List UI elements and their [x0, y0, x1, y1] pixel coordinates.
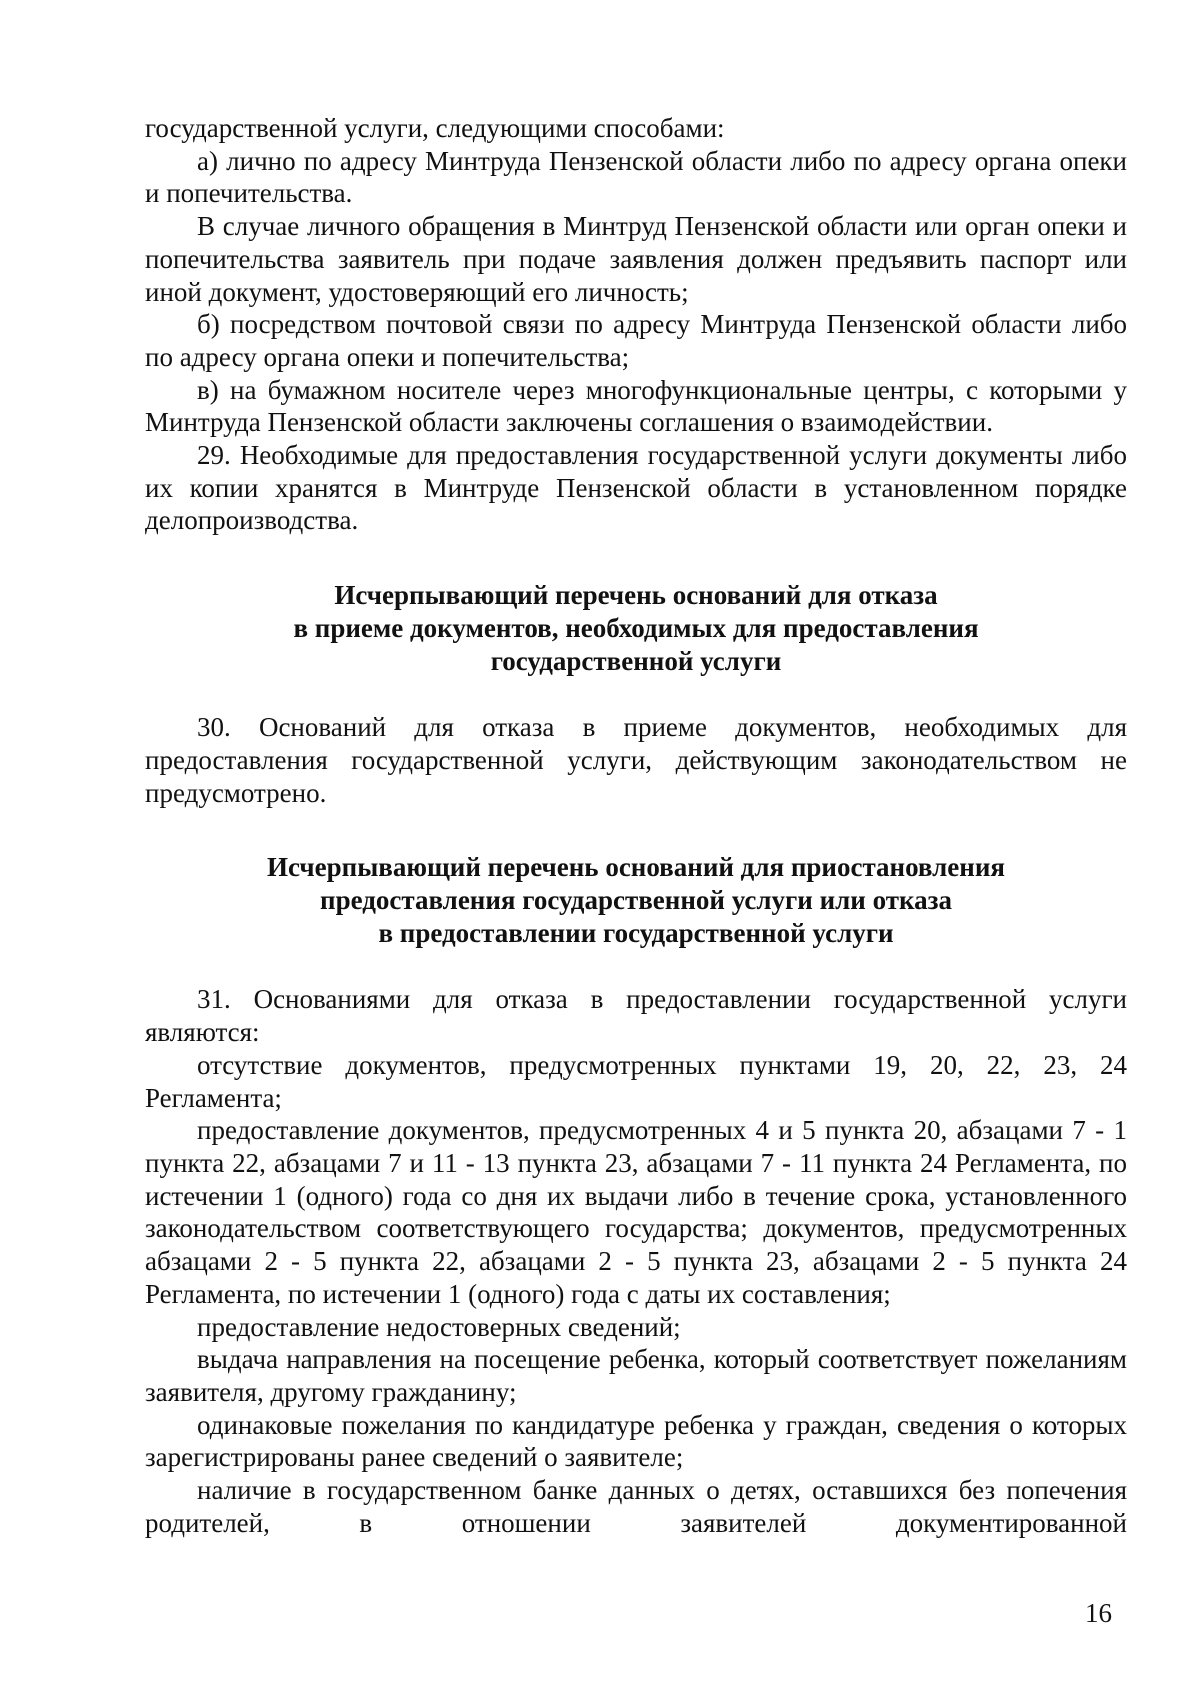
paragraph: а) лично по адресу Минтруда Пензенской области либо по адресу органа опеки и попечительства.: [145, 145, 1127, 209]
document-page: [145, 112, 1127, 1539]
heading-line: государственной услуги: [490, 645, 782, 676]
paragraph: отсутствие документов, предусмотренных пунктами 19, 20, 22, 23, 24 Регламента;: [145, 1049, 1127, 1113]
paragraph: государственной услуги, следующими способами:: [145, 113, 725, 143]
section-heading-refusal-documents: [145, 579, 1127, 677]
section-heading-suspension-refusal: [145, 851, 1127, 949]
paragraph: предоставление недостоверных сведений;: [197, 1311, 681, 1342]
heading-line: Исчерпывающий перечень оснований для отказа: [334, 580, 938, 611]
heading-line: предоставления государственной услуги или отказа: [320, 885, 952, 916]
heading-line: Исчерпывающий перечень оснований для приостановления: [266, 852, 1006, 883]
heading-line: в приеме документов, необходимых для предоставления: [293, 612, 979, 643]
heading-line: в предоставлении государственной услуги: [378, 917, 894, 948]
paragraph: б) посредством почтовой связи по адресу Минтруда Пензенской области либо по адресу органа опеки и попечительства;: [145, 309, 1127, 372]
paragraph: наличие в государственном банке данных о детях, оставшихся без попечения родителей, в отношении заявителей документированной: [145, 1475, 1127, 1538]
paragraph: в) на бумажном носителе через многофункциональные центры, с которыми у Минтруда Пензенской области заключены соглашения о взаимодействии.: [145, 374, 1127, 438]
paragraph: В случае личного обращения в Минтруд Пензенской области или орган опеки и попечительства заявитель при подаче заявления должен предъявить паспорт или иной документ, удостоверяющий его личность;: [145, 211, 1127, 307]
paragraph: одинаковые пожелания по кандидатуре ребенка у граждан, сведения о которых зарегистрированы ранее сведений о заявителе;: [145, 1409, 1127, 1473]
paragraph: предоставление документов, предусмотренных 4 и 5 пункта 20, абзацами 7 - 1 пункта 22, абзацами 7 и 11 - 13 пункта 23, абзацами 7 - 11 пункта 24 Регламента, по истечении 1 (одного) года со дня их выдачи либо в течение срока, установленного законодательством соответствующего государства; документов, предусмотренных абзацами 2 - 5 пункта 22, абзацами 2 - 5 пункта 23, абзацами 2 - 5 пункта 24 Регламента, по истечении 1 (одного) года с даты их составления;: [145, 1115, 1127, 1309]
paragraph: 30. Оснований для отказа в приеме документов, необходимых для предоставления государственной услуги, действующим законодательством не предусмотрено.: [145, 712, 1127, 808]
page-number: 16: [1085, 1598, 1112, 1628]
paragraph: 31. Основаниями для отказа в предоставлении государственной услуги являются:: [145, 984, 1127, 1048]
paragraph: выдача направления на посещение ребенка, который соответствует пожеланиям заявителя, другому гражданину;: [145, 1344, 1127, 1407]
paragraph: 29. Необходимые для предоставления государственной услуги документы либо их копии хранятся в Минтруде Пензенской области в установленном порядке делопроизводства.: [145, 440, 1127, 536]
